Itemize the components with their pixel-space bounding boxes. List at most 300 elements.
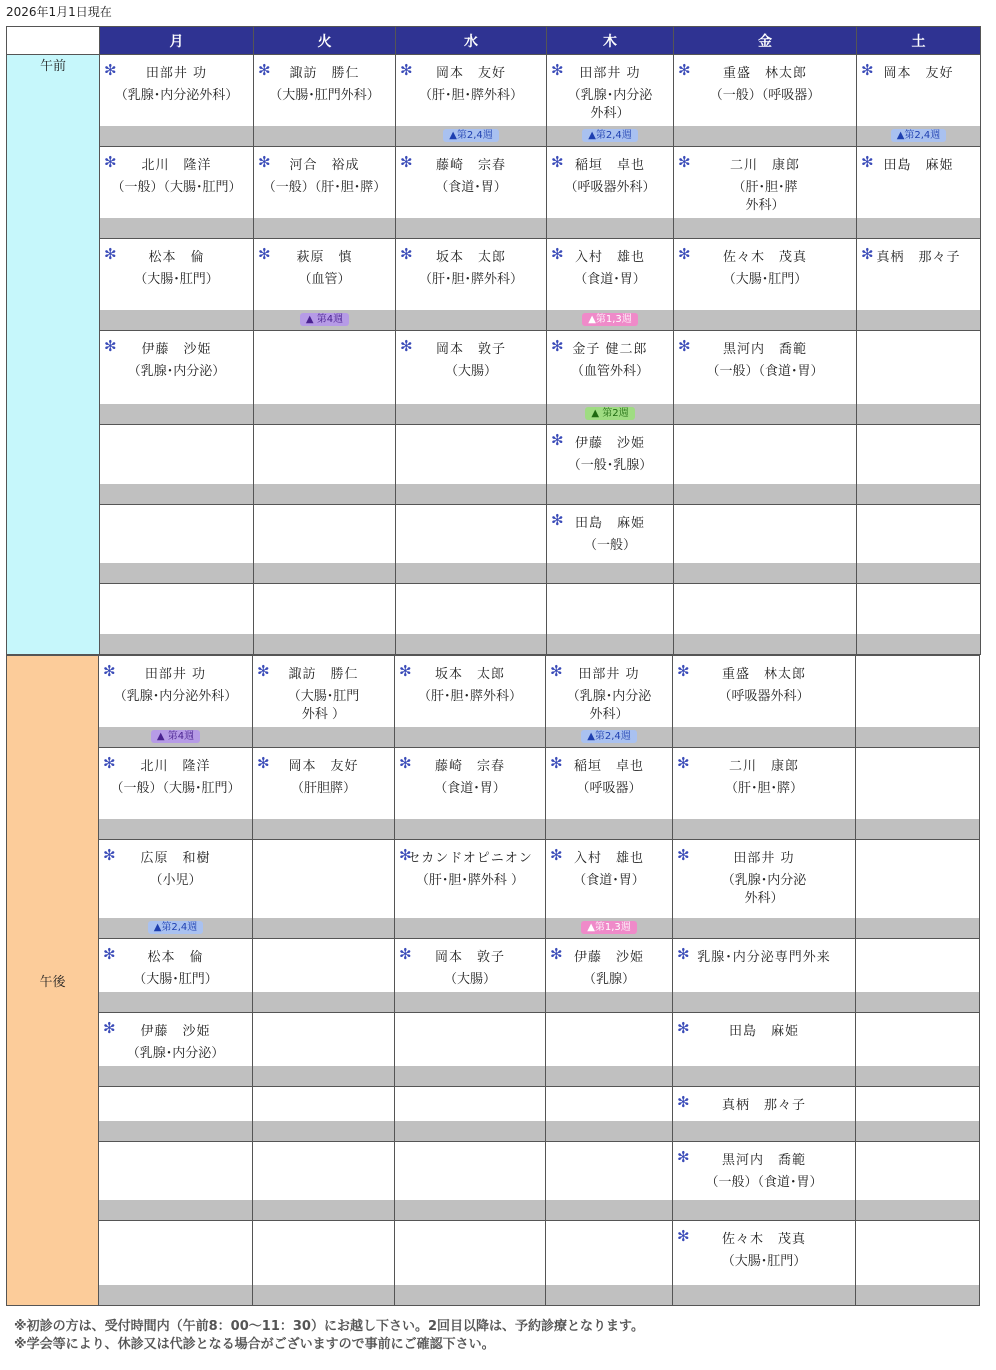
asterisk-icon: ✻ (677, 662, 690, 680)
cell-footer-bar (395, 918, 545, 938)
cell-footer-bar (856, 819, 979, 839)
cell-footer-bar (253, 1121, 394, 1141)
cell-footer-bar (395, 1200, 545, 1220)
doctor-name: 岡本 敦子 (434, 950, 505, 965)
cell-footer-bar (673, 918, 855, 938)
asterisk-icon: ✻ (103, 754, 116, 772)
department: （肝･胆･膵外科） (417, 689, 522, 704)
department: （肝･胆･膵外科 ） (415, 873, 525, 888)
schedule-cell (395, 1087, 546, 1142)
doctor-name: 田島 麻姫 (574, 516, 645, 531)
schedule-row (7, 1221, 980, 1306)
cell-footer-bar (100, 126, 253, 146)
cell-footer-bar (99, 819, 252, 839)
week-badge: ▲第2,4週 (582, 129, 638, 142)
doctor-name: 金子 健二郎 (572, 342, 648, 357)
schedule-row (7, 939, 980, 1013)
schedule-cell (856, 1142, 980, 1221)
asterisk-icon: ✻ (678, 153, 691, 171)
cell-footer-bar (253, 1285, 394, 1305)
day-header: 金 (674, 27, 857, 55)
department: （肝･胆･膵外科） (418, 88, 523, 103)
department: （肝胆膵） (290, 781, 356, 796)
asterisk-icon: ✻ (677, 1227, 690, 1245)
schedule-cell (396, 505, 547, 584)
schedule-cell (395, 748, 546, 840)
department: （乳腺･内分泌 外科） (566, 689, 652, 722)
schedule-cell (673, 1087, 856, 1142)
day-header: 木 (547, 27, 674, 55)
doctor-name: 入村 雄也 (574, 250, 645, 265)
cell-footer-bar (674, 484, 856, 504)
doctor-name: 藤崎 宗春 (435, 158, 506, 173)
doctor-name: 北川 隆洋 (141, 158, 212, 173)
schedule-cell (395, 1142, 546, 1221)
week-badge: ▲第1,3週 (581, 921, 637, 934)
department: （食道･胃） (434, 781, 506, 796)
schedule-cell (546, 1142, 673, 1221)
schedule-cell (253, 1013, 395, 1087)
schedule-cell (547, 425, 674, 505)
cell-footer-bar (673, 1066, 855, 1086)
schedule-row (7, 55, 981, 147)
department: （大腸･肛門） (721, 1254, 807, 1269)
schedule-cell (547, 331, 674, 425)
doctor-name: 伊藤 沙姫 (574, 436, 645, 451)
cell-footer-bar (856, 918, 979, 938)
schedule-row (7, 331, 981, 425)
cell-footer-bar (856, 992, 979, 1012)
schedule-cell (100, 55, 254, 147)
schedule-cell (396, 425, 547, 505)
cell-footer-bar (546, 1200, 672, 1220)
doctor-name: 田島 麻姫 (728, 1024, 799, 1039)
schedule-cell (99, 656, 253, 748)
cell-footer-bar (254, 404, 395, 424)
schedule-cell (254, 239, 396, 331)
schedule-row (7, 584, 981, 655)
day-header: 水 (396, 27, 547, 55)
doctor-name: 伊藤 沙姫 (573, 950, 644, 965)
doctor-name: 広原 和樹 (140, 851, 211, 866)
doctor-name: 田部井 功 (578, 667, 640, 682)
doctor-name: 稲垣 卓也 (573, 759, 644, 774)
cell-footer-bar (547, 634, 673, 654)
as-of-date: 2026年1月1日現在 (6, 5, 112, 19)
asterisk-icon: ✻ (677, 945, 690, 963)
doctor-name: 北川 隆洋 (140, 759, 211, 774)
schedule-cell (856, 748, 980, 840)
schedule-cell (547, 505, 674, 584)
schedule-row (7, 505, 981, 584)
department: （食道･胃） (435, 180, 507, 195)
asterisk-icon: ✻ (861, 153, 874, 171)
doctor-name: 真柄 那々子 (876, 250, 961, 265)
doctor-name: 岡本 友好 (288, 759, 359, 774)
cell-footer-bar (253, 1066, 394, 1086)
schedule-cell (396, 331, 547, 425)
cell-footer-bar (856, 727, 979, 747)
schedule-cell (99, 1013, 253, 1087)
schedule-cell (253, 656, 395, 748)
cell-footer-bar (857, 484, 980, 504)
cell-footer-bar (254, 634, 395, 654)
cell-footer-bar (395, 727, 545, 747)
department: （一般）（食道･胃） (706, 364, 824, 379)
asterisk-icon: ✻ (551, 245, 564, 263)
schedule-cell (396, 147, 547, 239)
cell-footer-bar (674, 126, 856, 146)
cell-footer-bar (396, 484, 546, 504)
schedule-cell (546, 1221, 673, 1306)
doctor-name: 河合 裕成 (289, 158, 360, 173)
schedule-cell (395, 840, 546, 939)
asterisk-icon: ✻ (400, 337, 413, 355)
doctor-name: 松本 倫 (148, 250, 205, 265)
cell-footer-bar (254, 218, 395, 238)
cell-footer-bar (99, 1121, 252, 1141)
schedule-row (7, 840, 980, 939)
cell-footer-bar (395, 819, 545, 839)
schedule-cell (99, 748, 253, 840)
asterisk-icon: ✻ (399, 945, 412, 963)
schedule-cell (857, 55, 981, 147)
cell-footer-bar (99, 1066, 252, 1086)
asterisk-icon: ✻ (399, 662, 412, 680)
department: （肝･胆･膵） (724, 781, 803, 796)
schedule-cell (857, 239, 981, 331)
schedule-cell (546, 1087, 673, 1142)
schedule-row (7, 425, 981, 505)
morning-label: 午前 (7, 55, 100, 655)
doctor-name: 黒河内 喬範 (722, 342, 807, 357)
schedule-row (7, 748, 980, 840)
cell-footer-bar (100, 310, 253, 330)
week-badge: ▲第2,4週 (148, 921, 204, 934)
schedule-cell (673, 1142, 856, 1221)
asterisk-icon: ✻ (677, 1148, 690, 1166)
doctor-name: 田部井 功 (579, 66, 641, 81)
asterisk-icon: ✻ (257, 662, 270, 680)
doctor-name: 岡本 友好 (883, 66, 954, 81)
department: （大腸･肛門外科） (269, 88, 380, 103)
doctor-name: 真柄 那々子 (721, 1098, 806, 1113)
cell-footer-bar (546, 1066, 672, 1086)
week-badge: ▲ 第4週 (300, 313, 349, 326)
cell-footer-bar (396, 218, 546, 238)
schedule-cell (673, 840, 856, 939)
asterisk-icon: ✻ (104, 245, 117, 263)
schedule-cell (547, 584, 674, 655)
doctor-name: 田部井 功 (144, 667, 207, 682)
asterisk-icon: ✻ (103, 945, 116, 963)
week-badge: ▲第2,4週 (443, 129, 499, 142)
morning-schedule-table (6, 26, 981, 655)
schedule-cell (395, 1013, 546, 1087)
doctor-name: 坂本 太郎 (435, 250, 506, 265)
asterisk-icon: ✻ (399, 846, 412, 864)
schedule-cell (857, 147, 981, 239)
cell-footer-bar (857, 310, 980, 330)
cell-footer-bar (100, 218, 253, 238)
schedule-cell (254, 331, 396, 425)
cell-footer-bar (673, 727, 855, 747)
schedule-row (7, 239, 981, 331)
cell-footer-bar (856, 1285, 979, 1305)
asterisk-icon: ✻ (103, 1019, 116, 1037)
cell-footer-bar (546, 1121, 672, 1141)
schedule-cell (254, 55, 396, 147)
doctor-name: 岡本 友好 (435, 66, 506, 81)
cell-footer-bar (253, 819, 394, 839)
schedule-cell (547, 239, 674, 331)
schedule-row (7, 656, 980, 748)
doctor-name: 佐々木 茂真 (721, 1232, 806, 1247)
afternoon-label: 午後 (7, 656, 99, 1306)
schedule-row (7, 1142, 980, 1221)
cell-footer-bar (674, 404, 856, 424)
department: （大腸･肛門） (133, 972, 218, 987)
schedule-cell (100, 147, 254, 239)
schedule-cell (547, 147, 674, 239)
cell-footer-bar (99, 992, 252, 1012)
cell-footer-bar (253, 1200, 394, 1220)
department: （乳腺･内分泌） (127, 364, 226, 379)
cell-footer-bar (396, 310, 546, 330)
header-blank (7, 27, 100, 55)
schedule-cell (253, 1142, 395, 1221)
asterisk-icon: ✻ (400, 245, 413, 263)
asterisk-icon: ✻ (677, 1019, 690, 1037)
doctor-name: 田部井 功 (733, 851, 795, 866)
department: （一般）（食道･胃） (705, 1175, 823, 1190)
schedule-row (7, 1087, 980, 1142)
afternoon-schedule-table (6, 655, 980, 1306)
department: （大腸･肛門） (722, 272, 808, 287)
asterisk-icon: ✻ (103, 846, 116, 864)
cell-footer-bar (395, 1121, 545, 1141)
week-badge: ▲第1,3週 (582, 313, 638, 326)
cell-footer-bar (673, 1285, 855, 1305)
schedule-cell (674, 584, 857, 655)
doctor-name: 稲垣 卓也 (574, 158, 645, 173)
doctor-name: 萩原 慎 (296, 250, 353, 265)
schedule-cell (673, 1221, 856, 1306)
cell-footer-bar (395, 992, 545, 1012)
asterisk-icon: ✻ (551, 61, 564, 79)
schedule-cell (253, 1221, 395, 1306)
schedule-cell (99, 1221, 253, 1306)
schedule-cell (856, 1087, 980, 1142)
cell-footer-bar (254, 126, 395, 146)
schedule-cell (856, 840, 980, 939)
department: （肝･胆･膵 外科） (732, 180, 798, 213)
asterisk-icon: ✻ (400, 61, 413, 79)
schedule-cell (253, 939, 395, 1013)
cell-footer-bar (395, 1285, 545, 1305)
department: （乳腺） (582, 972, 635, 987)
cell-footer-bar (100, 634, 253, 654)
cell-footer-bar (253, 918, 394, 938)
department: （大腸） (444, 364, 497, 379)
doctor-name: 諏訪 勝仁 (288, 667, 359, 682)
cell-footer-bar (857, 218, 980, 238)
cell-footer-bar (674, 218, 856, 238)
cell-footer-bar (857, 404, 980, 424)
schedule-cell (546, 656, 673, 748)
cell-footer-bar (546, 819, 672, 839)
asterisk-icon: ✻ (104, 153, 117, 171)
department: （小児） (149, 873, 202, 888)
department: （一般）（肝･胆･膵） (262, 180, 387, 195)
schedule-cell (673, 656, 856, 748)
schedule-cell (395, 656, 546, 748)
cell-footer-bar (857, 634, 980, 654)
doctor-name: 二川 康郎 (729, 158, 800, 173)
asterisk-icon: ✻ (257, 754, 270, 772)
schedule-cell (395, 939, 546, 1013)
schedule-cell (253, 840, 395, 939)
note-conference: ※学会等により、休診又は代診となる場合がございますので事前にご確認下さい。 (14, 1337, 495, 1352)
asterisk-icon: ✻ (551, 153, 564, 171)
day-header: 土 (857, 27, 981, 55)
asterisk-icon: ✻ (551, 337, 564, 355)
department: （大腸） (443, 972, 496, 987)
schedule-cell (674, 147, 857, 239)
asterisk-icon: ✻ (258, 61, 271, 79)
asterisk-icon: ✻ (550, 662, 563, 680)
doctor-name: 黒河内 喬範 (721, 1153, 806, 1168)
cell-footer-bar (100, 563, 253, 583)
schedule-cell (254, 425, 396, 505)
doctor-name: 重盛 林太郎 (722, 66, 807, 81)
department: （呼吸器外科） (564, 180, 656, 195)
asterisk-icon: ✻ (551, 511, 564, 529)
schedule-cell (254, 584, 396, 655)
schedule-cell (673, 748, 856, 840)
cell-footer-bar (396, 563, 546, 583)
asterisk-icon: ✻ (104, 61, 117, 79)
schedule-cell (674, 239, 857, 331)
cell-footer-bar (547, 484, 673, 504)
cell-footer-bar (396, 634, 546, 654)
doctor-name: 諏訪 勝仁 (289, 66, 360, 81)
cell-footer-bar (546, 992, 672, 1012)
department: （食道･胃） (573, 873, 645, 888)
department: （一般）（呼吸器） (709, 88, 821, 103)
doctor-name: セカンドオピニオン (407, 851, 533, 866)
day-header: 火 (254, 27, 396, 55)
department: （食道･胃） (574, 272, 646, 287)
doctor-name: 伊藤 沙姫 (140, 1024, 211, 1039)
schedule-cell (100, 239, 254, 331)
schedule-cell (99, 1087, 253, 1142)
doctor-name: 松本 倫 (147, 950, 204, 965)
doctor-name: 田島 麻姫 (883, 158, 954, 173)
schedule-cell (99, 1142, 253, 1221)
schedule-cell (856, 939, 980, 1013)
department: （乳腺･内分泌） (126, 1046, 225, 1061)
schedule-cell (674, 55, 857, 147)
cell-footer-bar (857, 563, 980, 583)
cell-footer-bar (547, 563, 673, 583)
schedule-cell (857, 425, 981, 505)
doctor-name: 藤崎 宗春 (434, 759, 505, 774)
department: （呼吸器） (576, 781, 642, 796)
schedule-cell (856, 656, 980, 748)
schedule-cell (857, 331, 981, 425)
cell-footer-bar (673, 1200, 855, 1220)
department: （大腸･肛門） (134, 272, 219, 287)
week-badge: ▲第2,4週 (581, 730, 637, 743)
doctor-name: 重盛 林太郎 (721, 667, 806, 682)
schedule-cell (253, 1087, 395, 1142)
cell-footer-bar (547, 218, 673, 238)
schedule-cell (100, 584, 254, 655)
schedule-cell (254, 505, 396, 584)
week-badge: ▲ 第2週 (585, 407, 634, 420)
asterisk-icon: ✻ (678, 245, 691, 263)
asterisk-icon: ✻ (678, 337, 691, 355)
asterisk-icon: ✻ (550, 945, 563, 963)
department: （乳腺･内分泌外科） (114, 88, 239, 103)
cell-footer-bar (99, 1200, 252, 1220)
schedule-cell (100, 505, 254, 584)
department: （血管外科） (570, 364, 649, 379)
schedule-cell (547, 55, 674, 147)
schedule-row (7, 147, 981, 239)
cell-footer-bar (674, 310, 856, 330)
cell-footer-bar (674, 634, 856, 654)
cell-footer-bar (674, 563, 856, 583)
department: （肝･胆･膵外科） (418, 272, 523, 287)
schedule-cell (100, 425, 254, 505)
asterisk-icon: ✻ (677, 754, 690, 772)
note-first-visit: ※初診の方は、受付時間内（午前8：00～11：30）にお越し下さい。2回目以降は、予約診療となります。 (14, 1319, 644, 1334)
cell-footer-bar (673, 1121, 855, 1141)
schedule-cell (857, 505, 981, 584)
asterisk-icon: ✻ (861, 61, 874, 79)
department: （大腸･肛門 外科 ） (287, 689, 360, 722)
cell-footer-bar (546, 1285, 672, 1305)
department: （乳腺･内分泌 外科） (567, 88, 653, 121)
cell-footer-bar (253, 992, 394, 1012)
cell-footer-bar (254, 563, 395, 583)
department: （一般）（大腸･肛門） (111, 180, 242, 195)
asterisk-icon: ✻ (104, 337, 117, 355)
schedule-cell (395, 1221, 546, 1306)
asterisk-icon: ✻ (677, 1093, 690, 1111)
doctor-name: 伊藤 沙姫 (141, 342, 212, 357)
asterisk-icon: ✻ (399, 754, 412, 772)
cell-footer-bar (673, 819, 855, 839)
doctor-name: 岡本 敦子 (435, 342, 506, 357)
asterisk-icon: ✻ (677, 846, 690, 864)
department: （乳腺･内分泌外科） (113, 689, 238, 704)
doctor-name: 二川 康郎 (728, 759, 799, 774)
schedule-row (7, 1013, 980, 1087)
schedule-cell (856, 1221, 980, 1306)
day-header: 月 (100, 27, 254, 55)
week-badge: ▲ 第4週 (151, 730, 200, 743)
schedule-cell (856, 1013, 980, 1087)
department: （一般） (583, 538, 636, 553)
schedule-cell (396, 55, 547, 147)
schedule-cell (396, 584, 547, 655)
asterisk-icon: ✻ (550, 754, 563, 772)
cell-footer-bar (100, 404, 253, 424)
schedule-cell (546, 840, 673, 939)
